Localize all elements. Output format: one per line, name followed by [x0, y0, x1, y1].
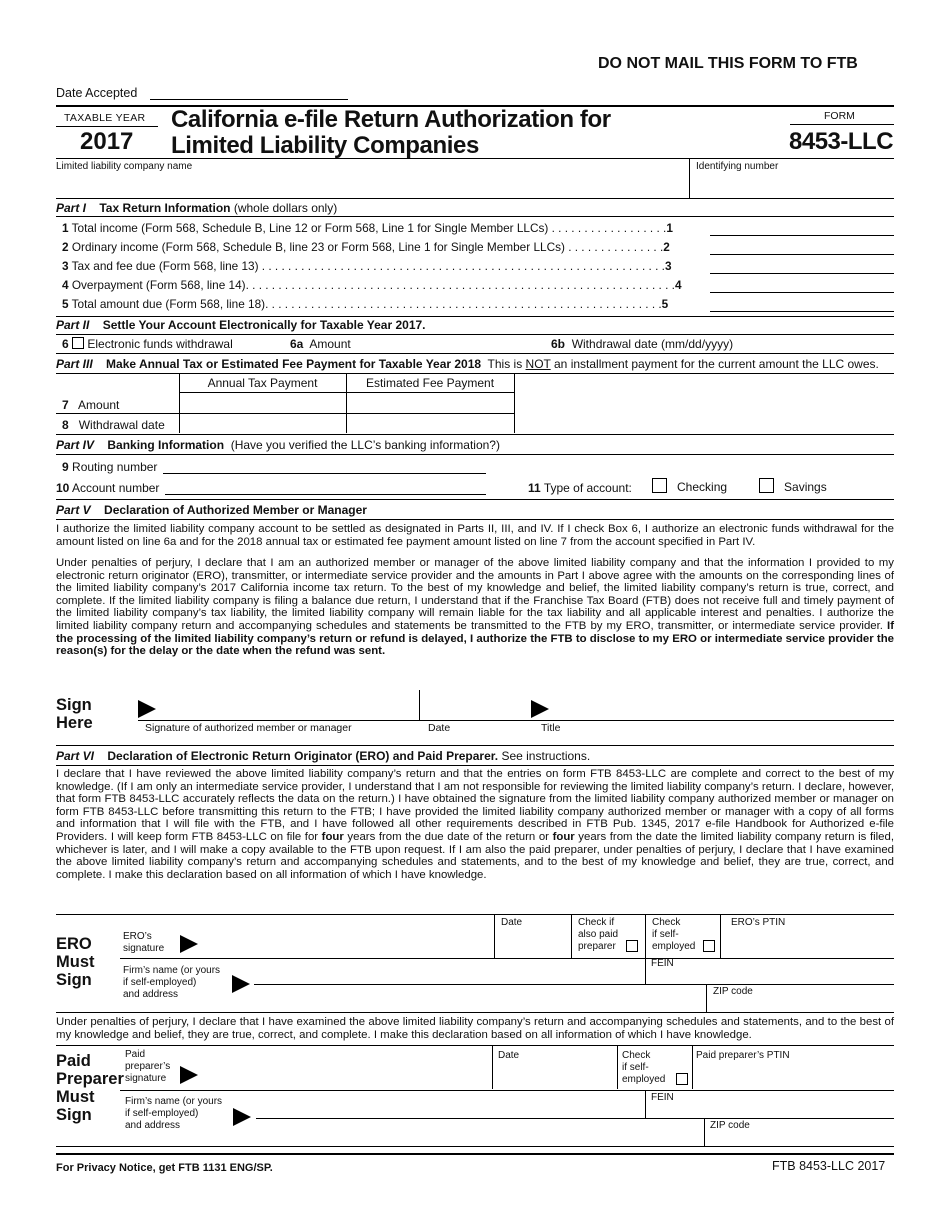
- ero-check-self-employed-label: Check if self- employed: [652, 917, 696, 952]
- taxable-year: 2017: [80, 128, 134, 155]
- paid-preparer-fein-field[interactable]: [650, 1103, 892, 1117]
- line7-label: 7 Amount: [62, 398, 120, 412]
- savings-checkbox[interactable]: [759, 478, 774, 493]
- line9-routing-label: 9 Routing number: [62, 460, 158, 474]
- form-title: California e-file Return Authorization for Limited Liability Companies: [171, 106, 611, 159]
- line7-annual-tax-field[interactable]: [181, 394, 344, 412]
- ero-fein-field[interactable]: [650, 968, 892, 984]
- ero-ptin-label: ERO’s PTIN: [731, 917, 786, 928]
- date-label: Date: [428, 722, 451, 734]
- ero-self-employed-checkbox[interactable]: [703, 940, 715, 952]
- line4-amount-field[interactable]: [710, 292, 894, 293]
- identifying-number-label: Identifying number: [696, 161, 779, 172]
- sign-here-heading: Sign Here: [56, 696, 93, 732]
- line10-account-label: 10 Account number: [56, 481, 160, 495]
- part1-line-3: 3 Tax and fee due (Form 568, line 13) . . . . . . . . . . . . . . . . . . . . . . . . . . . . . . . . . . . . . . . . . . . . . . . . . . . . . . . . . . . . . .3: [62, 259, 672, 273]
- identifying-number-field[interactable]: [692, 175, 892, 197]
- paid-preparer-firm-name-field[interactable]: [256, 1094, 642, 1116]
- part3-heading: Part III Make Annual Tax or Estimated Fee Payment for Taxable Year 2018 This is NOT an installment payment for the current amount the LLC owes.: [56, 357, 879, 371]
- line8-label: 8 Withdrawal date: [62, 418, 165, 432]
- ero-firm-name-field[interactable]: [254, 962, 642, 984]
- part6-heading: Part VI Declaration of Electronic Return Originator (ERO) and Paid Preparer. See instructions.: [56, 749, 591, 763]
- privacy-notice: For Privacy Notice, get FTB 1131 ENG/SP.: [56, 1162, 273, 1174]
- form-label: FORM: [824, 110, 855, 122]
- date-accepted-field[interactable]: [150, 99, 348, 100]
- part1-line-2: 2 Ordinary income (Form 568, Schedule B, line 23 or Form 568, Line 1 for Single Member LLCs) . . . . . . . . . . . . . . .2: [62, 240, 670, 254]
- part2-heading: Part II Settle Your Account Electronically for Taxable Year 2017.: [56, 318, 426, 332]
- line6b-date-field[interactable]: [746, 337, 892, 352]
- paid-preparer-firm-arrow-icon: [233, 1108, 251, 1126]
- account-number-field[interactable]: [165, 494, 486, 495]
- ero-firm-arrow-icon: [232, 975, 250, 993]
- paid-preparer-ptin-label: Paid preparer’s PTIN: [696, 1050, 790, 1061]
- paid-preparer-date-field[interactable]: [494, 1062, 614, 1087]
- ero-date-label: Date: [501, 917, 523, 928]
- part6-declaration-text: I declare that I have reviewed the above limited liability company’s return and that the entries on form FTB 8453-LLC are complete and correct to the best of my knowledge. (If I am only an intermediate service provider, I understand that I am not responsible for reviewing the limited liability company’s return. I declare, however, that form FTB 8453-LLC accurately reflects the data on the return.) I have obtained the signature from the limited liability company authorized member or manager on form FTB 8453-LLC before transmitting this return to the FTB; I have provided the limited liability company authorized member or manager with a copy of all forms and information that I will file with the FTB, and I have followed all other requirements described in FTB Pub. 1345, 2017 e-file Handbook for Authorized e-file Providers. I will keep form FTB 8453-LLC on file for four years from the due date of the return or four years from the date the limited liability company return is filed, whichever is later, and I will make a copy available to the FTB upon request. If I am also the paid preparer, under penalties of perjury, I declare that I have examined the above limited liability company’s return and accompanying schedules and statements, and to the best of my knowledge and belief, they are true, correct, and complete. I make this declaration based on all information of which I have knowledge.: [56, 768, 894, 881]
- ero-address-field[interactable]: [254, 988, 702, 1010]
- paid-preparer-penalty-text: Under penalties of perjury, I declare that I have examined the above limited liability company’s return and accompanying schedules and statements, and to the best of my knowledge and belief, they are true, correct, and complete. I make this declaration based on all information of which I have knowledge.: [56, 1016, 894, 1041]
- paid-preparer-must-sign-heading: Paid Preparer Must Sign: [56, 1052, 124, 1124]
- paid-preparer-fein-label: FEIN: [651, 1092, 674, 1103]
- line6b-date-label: 6b Withdrawal date (mm/dd/yyyy): [551, 337, 734, 351]
- ero-zip-label: ZIP code: [713, 986, 753, 997]
- ero-ptin-field[interactable]: [724, 930, 892, 955]
- do-not-mail-notice: DO NOT MAIL THIS FORM TO FTB: [598, 55, 858, 72]
- part1-heading: Part I Tax Return Information (whole dollars only): [56, 201, 338, 215]
- savings-option[interactable]: Savings: [759, 478, 827, 494]
- date-accepted-label: Date Accepted: [56, 86, 138, 100]
- estimated-fee-payment-header: Estimated Fee Payment: [365, 376, 495, 390]
- signature-arrow-icon: [138, 700, 156, 718]
- ero-date-field[interactable]: [496, 930, 568, 955]
- line8-annual-tax-date-field[interactable]: [181, 414, 344, 432]
- ero-signature-field[interactable]: [200, 930, 490, 955]
- part1-line-5: 5 Total amount due (Form 568, line 18). . . . . . . . . . . . . . . . . . . . . . . . . . . . . . . . . . . . . . . . . . . . . . . . . . . . . . . . . . . . .5: [62, 297, 669, 311]
- signature-label: Signature of authorized member or manager: [145, 722, 352, 734]
- member-title-field[interactable]: [552, 694, 892, 718]
- ero-paid-preparer-checkbox[interactable]: [626, 940, 638, 952]
- taxable-year-label: TAXABLE YEAR: [64, 112, 146, 124]
- efw-checkbox[interactable]: [72, 337, 84, 349]
- paid-preparer-firm-label: Firm’s name (or yours if self-employed) and address: [125, 1096, 223, 1131]
- footer-form-id: FTB 8453-LLC 2017: [772, 1159, 886, 1173]
- line6-efw: 6 Electronic funds withdrawal: [62, 337, 233, 351]
- title-arrow-icon: [531, 700, 549, 718]
- part1-line-1: 1 Total income (Form 568, Schedule B, Line 12 or Form 568, Line 1 for Single Member LLCs) . . . . . . . . . . . . . . . . . .1: [62, 221, 673, 235]
- line5-amount-field[interactable]: [710, 311, 894, 312]
- line8-estimated-fee-date-field[interactable]: [348, 414, 512, 432]
- paid-preparer-date-label: Date: [498, 1050, 520, 1061]
- paid-preparer-zip-field[interactable]: [708, 1131, 892, 1145]
- line1-amount-field[interactable]: [710, 235, 894, 236]
- llc-name-label: Limited liability company name: [56, 161, 193, 172]
- paid-preparer-self-employed-label: Check if self- employed: [622, 1050, 666, 1085]
- routing-number-field[interactable]: [163, 473, 486, 474]
- llc-name-field[interactable]: [56, 175, 686, 197]
- paid-preparer-address-field[interactable]: [256, 1121, 700, 1143]
- line6a-amount-field[interactable]: [358, 337, 538, 352]
- member-signature-field[interactable]: [160, 694, 418, 718]
- ero-must-sign-heading: ERO Must Sign: [56, 935, 95, 989]
- ero-check-paid-preparer-label: Check if also paid preparer: [578, 917, 619, 952]
- ero-firm-label: Firm’s name (or yours if self-employed) and address: [123, 965, 221, 1000]
- ero-zip-field[interactable]: [710, 998, 892, 1012]
- checking-option[interactable]: Checking: [652, 478, 727, 494]
- part5-heading: Part V Declaration of Authorized Member or Manager: [56, 503, 367, 517]
- title-label: Title: [541, 722, 561, 734]
- checking-checkbox[interactable]: [652, 478, 667, 493]
- part5-perjury-declaration: Under penalties of perjury, I declare that I am an authorized member or manager of the above limited liability company and that the information I provided to my electronic return originator (ERO), transmitter, or intermediate service provider and the amounts in Part I above agree with the amounts on the corresponding lines of the limited liability company’s 2017 California income tax return. To the best of my knowledge and belief, the limited liability company’s return is true, correct, and complete. If the limited liability company is filing a balance due return, I understand that if the Franchise Tax Board (FTB) does not receive full and timely payment of the limited liability company’s tax liability, the limited liability company will remain liable for the tax liability and all applicable interest and penalties. I authorize the limited liability company return and accompanying schedules and statements be transmitted to the FTB by my ERO, transmitter, or intermediate service provider. If the processing of the limited liability company’s return or refund is delayed, I authorize the FTB to disclose to my ERO or intermediate service provider the reason(s) for the delay or the date when the refund was sent.: [56, 557, 894, 658]
- member-date-field[interactable]: [422, 694, 522, 718]
- line11-type-label: 11 Type of account:: [528, 481, 632, 495]
- paid-preparer-signature-arrow-icon: [180, 1066, 198, 1084]
- line7-estimated-fee-field[interactable]: [348, 394, 512, 412]
- paid-preparer-ptin-field[interactable]: [696, 1062, 892, 1087]
- annual-tax-payment-header: Annual Tax Payment: [207, 376, 318, 390]
- line6a-amount-label: 6a Amount: [290, 337, 351, 351]
- part1-line-4: 4 Overpayment (Form 568, line 14). . . . . . . . . . . . . . . . . . . . . . . . . . . . . . . . . . . . . . . . . . . . . . . . . . . . . . . . . . . . . . . . . .4: [62, 278, 682, 292]
- paid-preparer-self-employed-checkbox[interactable]: [676, 1073, 688, 1085]
- part4-heading: Part IV Banking Information (Have you verified the LLC’s banking information?): [56, 438, 500, 452]
- line2-amount-field[interactable]: [710, 254, 894, 255]
- ero-fein-label: FEIN: [651, 958, 674, 969]
- ero-signature-label: ERO’s signature: [123, 931, 165, 954]
- form-number: 8453-LLC: [789, 128, 894, 155]
- line3-amount-field[interactable]: [710, 273, 894, 274]
- paid-preparer-signature-field[interactable]: [200, 1062, 490, 1087]
- paid-preparer-signature-label: Paid preparer’s signature: [125, 1049, 171, 1084]
- ero-signature-arrow-icon: [180, 935, 198, 953]
- paid-preparer-zip-label: ZIP code: [710, 1120, 750, 1131]
- part5-authorization-text: I authorize the limited liability company account to be settled as designated in Parts II, III, and IV. If I check Box 6, I authorize an electronic funds withdrawal for the amount listed on line 6a and for the 2018 annual tax or estimated fee payment amount listed on line 7 from the account specified in Part IV.: [56, 523, 894, 548]
